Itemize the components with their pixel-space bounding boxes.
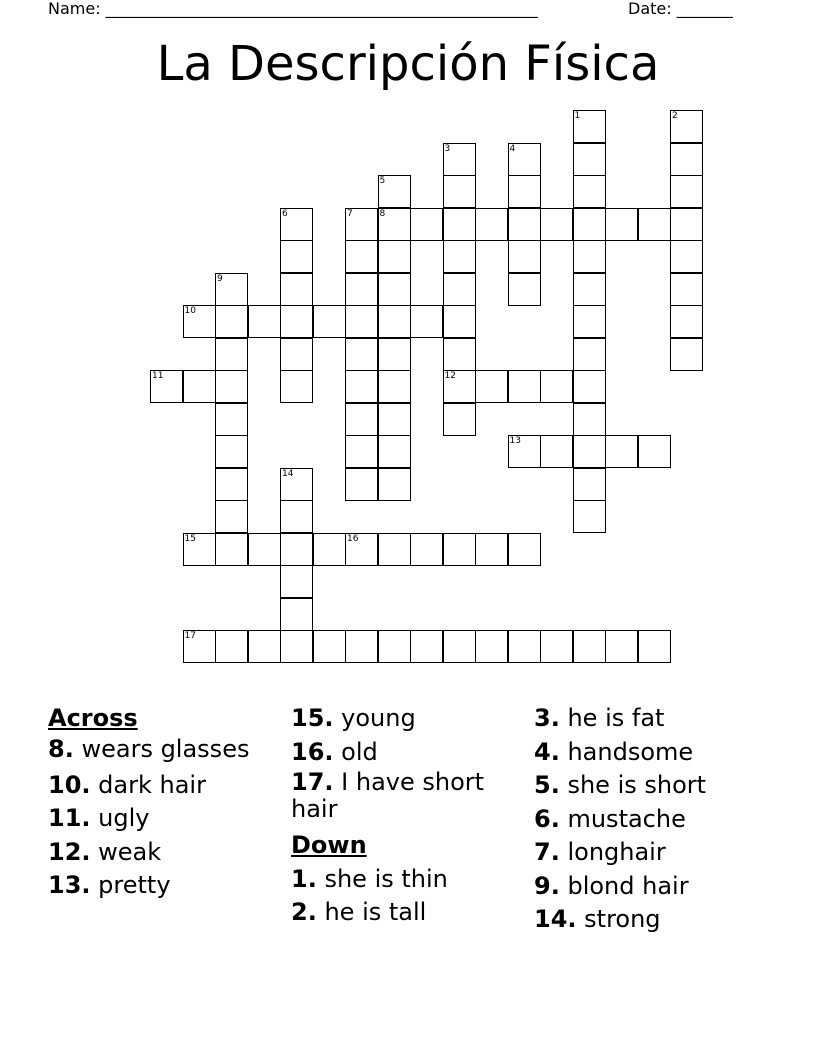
clue-number: 15 <box>184 533 196 544</box>
clue-number: 5 <box>379 176 386 186</box>
grid-cell[interactable] <box>345 338 378 371</box>
clue-item-text: blond hair <box>567 871 689 900</box>
grid-cell[interactable] <box>670 143 703 176</box>
clue-item-number: 9. <box>534 871 560 900</box>
clue-item-number: 7. <box>534 838 560 866</box>
clues-column-2 <box>291 702 521 930</box>
grid-cell[interactable] <box>345 630 378 663</box>
grid-cell[interactable] <box>410 208 443 241</box>
grid-cell[interactable] <box>248 533 281 566</box>
grid-cell[interactable] <box>345 533 378 566</box>
clue-item-text: dark hair <box>98 770 206 799</box>
grid-cell[interactable] <box>670 338 703 371</box>
grid-cell[interactable] <box>443 630 476 663</box>
clue-item-text: longhair <box>567 838 666 866</box>
grid-cell[interactable] <box>378 208 411 241</box>
grid-cell[interactable] <box>215 468 248 501</box>
clue-number: 2 <box>672 111 678 121</box>
grid-cell[interactable] <box>443 533 476 566</box>
grid-cell[interactable] <box>345 208 378 241</box>
grid-cell[interactable] <box>345 370 378 403</box>
clue-number: 3 <box>444 143 451 154</box>
grid-cell[interactable] <box>573 468 606 501</box>
grid-cell[interactable] <box>280 208 313 241</box>
grid-cell[interactable] <box>378 533 411 566</box>
clue-item <box>534 836 794 870</box>
grid-cell[interactable] <box>443 143 476 176</box>
page-title: La Descripción Física <box>156 36 660 92</box>
clue-number: 13 <box>509 436 521 446</box>
grid-cell[interactable] <box>183 370 216 403</box>
grid-cell[interactable] <box>508 208 541 241</box>
grid-cell[interactable] <box>410 630 443 663</box>
clue-item <box>534 736 794 770</box>
grid-cell[interactable] <box>443 175 476 208</box>
grid-cell[interactable] <box>345 403 378 436</box>
clue-number: 17 <box>184 631 196 641</box>
grid-cell[interactable] <box>638 208 671 241</box>
grid-cell[interactable] <box>378 338 411 371</box>
grid-cell[interactable] <box>378 630 411 663</box>
grid-cell[interactable] <box>183 533 216 566</box>
grid-cell[interactable] <box>313 630 346 663</box>
clue-number: 9 <box>217 273 223 284</box>
grid-cell[interactable] <box>573 305 606 338</box>
grid-cell[interactable] <box>378 468 411 501</box>
grid-cell[interactable] <box>443 305 476 338</box>
grid-cell[interactable] <box>573 208 606 241</box>
grid-cell[interactable] <box>605 630 638 663</box>
grid-cell[interactable] <box>215 338 248 371</box>
clue-number: 4 <box>509 143 516 154</box>
grid-cell[interactable] <box>345 240 378 273</box>
grid-cell[interactable] <box>605 435 638 468</box>
grid-cell[interactable] <box>345 305 378 338</box>
grid-cell[interactable] <box>378 403 411 436</box>
grid-cell[interactable] <box>150 370 183 403</box>
clue-item-text: I have short hair <box>291 768 485 823</box>
clue-item-text: pretty <box>98 871 171 899</box>
clue-item <box>534 702 794 736</box>
clue-item <box>291 896 521 930</box>
grid-cell[interactable] <box>573 630 606 663</box>
grid-cell[interactable] <box>378 305 411 338</box>
clue-item-number: 4. <box>534 737 560 766</box>
clue-item-number: 14. <box>534 905 577 933</box>
clue-item-text: wears glasses <box>81 734 250 763</box>
grid-cell[interactable] <box>378 435 411 468</box>
grid-cell[interactable] <box>508 143 541 176</box>
clue-number: 12 <box>444 371 456 381</box>
clue-number: 14 <box>282 468 294 479</box>
grid-cell[interactable] <box>280 273 313 306</box>
grid-cell[interactable] <box>280 240 313 273</box>
clue-item <box>534 870 794 904</box>
clue-item-text: handsome <box>567 737 694 766</box>
grid-cell[interactable] <box>443 273 476 306</box>
clue-item <box>291 736 521 770</box>
clue-item-text: he is fat <box>567 704 665 732</box>
clue-item <box>48 736 278 769</box>
clue-number: 16 <box>347 533 359 544</box>
grid-cell[interactable] <box>215 273 248 306</box>
clue-item-number: 5. <box>534 771 560 799</box>
clue-item <box>48 769 278 803</box>
clue-item-text: she is short <box>567 771 707 799</box>
grid-cell[interactable] <box>280 468 313 501</box>
clue-number: 11 <box>152 371 164 381</box>
grid-cell[interactable] <box>280 598 313 631</box>
grid-cell[interactable] <box>508 370 541 403</box>
grid-cell[interactable] <box>443 370 476 403</box>
grid-cell[interactable] <box>475 533 508 566</box>
clue-item <box>48 802 278 836</box>
clue-item-text: mustache <box>567 804 686 833</box>
grid-cell[interactable] <box>248 630 281 663</box>
grid-cell[interactable] <box>540 370 573 403</box>
clue-number: 10 <box>184 306 196 316</box>
grid-cell[interactable] <box>183 630 216 663</box>
clue-item-number: 2. <box>291 898 317 926</box>
clue-item <box>48 836 278 870</box>
grid-cell[interactable] <box>573 273 606 306</box>
grid-cell[interactable] <box>540 208 573 241</box>
grid-cell[interactable] <box>280 370 313 403</box>
clue-item-number: 17. <box>291 768 334 796</box>
grid-cell[interactable] <box>443 208 476 241</box>
grid-cell[interactable] <box>215 533 248 566</box>
grid-cell[interactable] <box>508 175 541 208</box>
clue-item-number: 13. <box>48 871 91 899</box>
clue-item-text: he is tall <box>324 898 427 926</box>
grid-cell[interactable] <box>378 370 411 403</box>
clue-item <box>291 702 521 736</box>
clue-item-text: strong <box>584 905 661 933</box>
grid-cell[interactable] <box>215 630 248 663</box>
grid-cell[interactable] <box>508 240 541 273</box>
clue-item-number: 3. <box>534 704 560 732</box>
clue-item <box>534 903 794 937</box>
grid-cell[interactable] <box>378 273 411 306</box>
grid-cell[interactable] <box>573 175 606 208</box>
clue-item-number: 11. <box>48 804 91 832</box>
clue-item-number: 16. <box>291 737 334 766</box>
name-field-label: Name: ______________________________________________________ <box>48 0 538 18</box>
clue-item-text: ugly <box>98 804 150 832</box>
grid-cell[interactable] <box>215 370 248 403</box>
clue-item-text: she is thin <box>324 864 448 893</box>
down-heading: Down <box>291 831 367 859</box>
grid-cell[interactable] <box>345 468 378 501</box>
grid-cell[interactable] <box>443 338 476 371</box>
grid-cell[interactable] <box>280 565 313 598</box>
clue-item-number: 15. <box>291 704 334 732</box>
grid-cell[interactable] <box>573 143 606 176</box>
across-heading: Across <box>48 704 138 732</box>
grid-cell[interactable] <box>508 435 541 468</box>
grid-cell[interactable] <box>410 533 443 566</box>
grid-cell[interactable] <box>410 305 443 338</box>
grid-cell[interactable] <box>215 435 248 468</box>
grid-cell[interactable] <box>540 630 573 663</box>
clue-item-text: weak <box>98 837 162 866</box>
grid-cell[interactable] <box>638 630 671 663</box>
grid-cell[interactable] <box>638 435 671 468</box>
clues-column-1 <box>48 702 278 903</box>
grid-cell[interactable] <box>508 533 541 566</box>
clue-item <box>534 803 794 837</box>
grid-cell[interactable] <box>215 305 248 338</box>
grid-cell[interactable] <box>183 305 216 338</box>
grid-cell[interactable] <box>215 403 248 436</box>
grid-cell[interactable] <box>670 273 703 306</box>
clue-item-text: young <box>341 704 416 732</box>
grid-cell[interactable] <box>280 533 313 566</box>
grid-cell[interactable] <box>670 110 703 143</box>
grid-cell[interactable] <box>248 305 281 338</box>
grid-cell[interactable] <box>280 305 313 338</box>
clue-number: 8 <box>379 208 386 219</box>
grid-cell[interactable] <box>573 370 606 403</box>
clue-item-number: 10. <box>48 770 91 799</box>
grid-cell[interactable] <box>378 175 411 208</box>
grid-cell[interactable] <box>280 338 313 371</box>
grid-cell[interactable] <box>475 208 508 241</box>
grid-cell[interactable] <box>670 240 703 273</box>
grid-cell[interactable] <box>443 240 476 273</box>
grid-cell[interactable] <box>345 273 378 306</box>
grid-cell[interactable] <box>670 208 703 241</box>
grid-cell[interactable] <box>443 403 476 436</box>
grid-cell[interactable] <box>345 435 378 468</box>
grid-cell[interactable] <box>215 500 248 533</box>
grid-cell[interactable] <box>573 240 606 273</box>
grid-cell[interactable] <box>280 630 313 663</box>
grid-cell[interactable] <box>573 435 606 468</box>
grid-cell[interactable] <box>508 630 541 663</box>
grid-cell[interactable] <box>573 338 606 371</box>
clue-item <box>291 769 521 829</box>
grid-cell[interactable] <box>605 208 638 241</box>
clue-item <box>48 869 278 903</box>
grid-cell[interactable] <box>573 500 606 533</box>
clue-item-number: 8. <box>48 734 74 763</box>
grid-cell[interactable] <box>313 305 346 338</box>
date-field-label: Date: _______ <box>628 0 733 18</box>
grid-cell[interactable] <box>280 500 313 533</box>
grid-cell[interactable] <box>573 403 606 436</box>
clue-item-number: 1. <box>291 864 317 893</box>
clue-number: 7 <box>347 208 353 219</box>
clue-item-number: 6. <box>534 804 560 833</box>
clue-item <box>534 769 794 803</box>
grid-cell[interactable] <box>313 533 346 566</box>
clue-number: 1 <box>574 111 581 121</box>
clue-item-text: old <box>341 737 378 766</box>
grid-cell[interactable] <box>573 110 606 143</box>
grid-cell[interactable] <box>378 240 411 273</box>
clue-item-number: 12. <box>48 837 91 866</box>
grid-cell[interactable] <box>670 175 703 208</box>
grid-cell[interactable] <box>670 305 703 338</box>
clue-item <box>291 863 521 897</box>
clues-column-3 <box>534 702 794 937</box>
grid-cell[interactable] <box>475 630 508 663</box>
grid-cell[interactable] <box>475 370 508 403</box>
clue-number: 6 <box>282 208 288 219</box>
grid-cell[interactable] <box>508 273 541 306</box>
grid-cell[interactable] <box>540 435 573 468</box>
